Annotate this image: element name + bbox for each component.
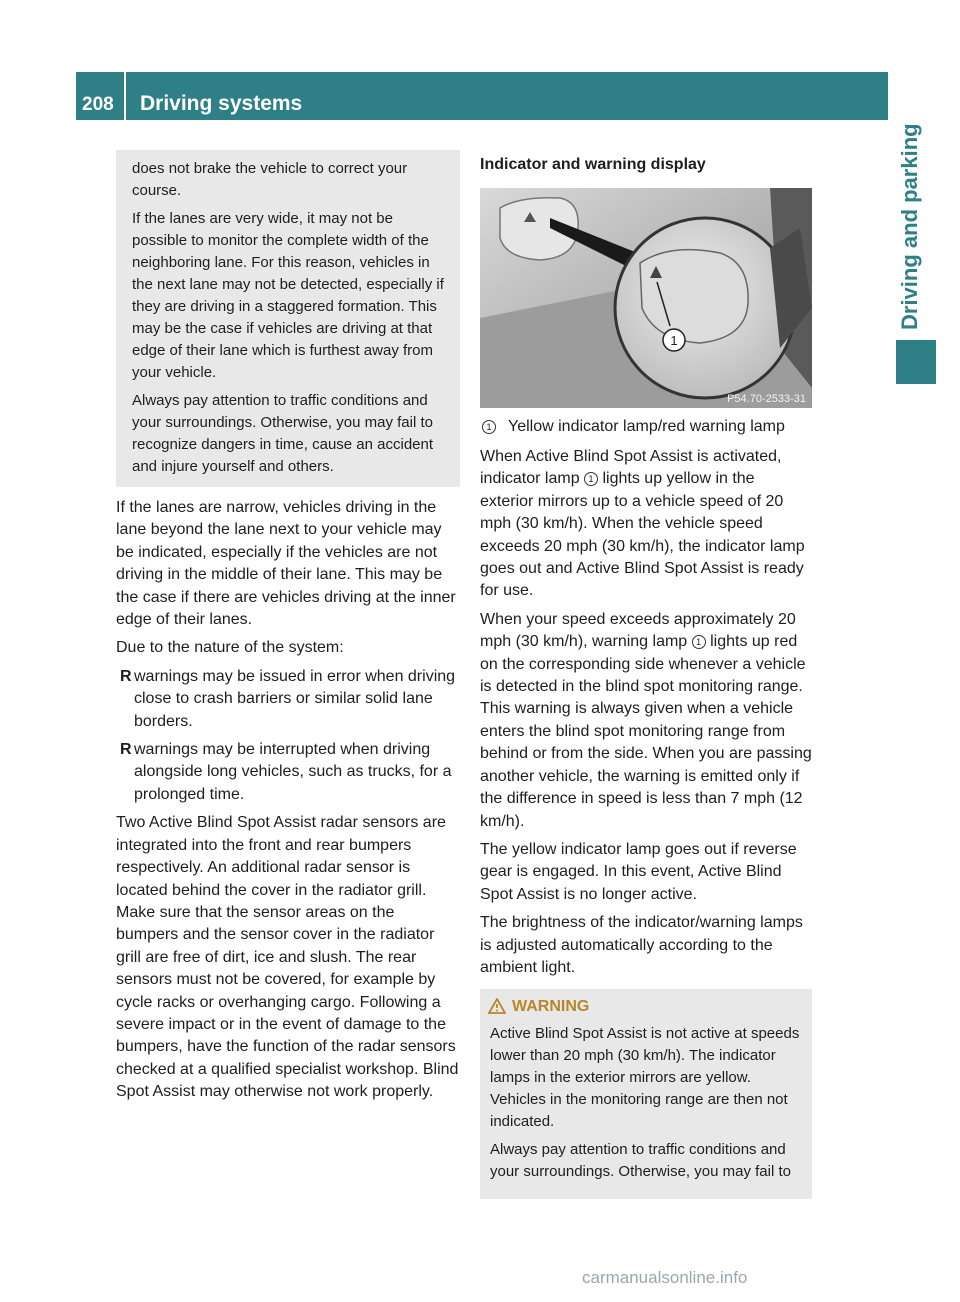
warning-title-text: WARNING	[512, 998, 590, 1016]
warning-box	[480, 989, 812, 1199]
bullet-item	[116, 666, 460, 733]
paragraph-radar-sensors: Two Active Blind Spot Assist radar sensors are integrated into the front and rear bumpers respectively. An additional radar sensor is located behind the cover in the radiator grill. Make sure that the sensor areas on the bumpers and the sensor cover in the radiator grill are free of dirt, ice and slush. The rear sensors must not be covered, for example by cycle racks or overhanging cargo. Following a severe impact or in the event of damage to the bumpers, have the function of the radar sensors checked at a qualified specialist workshop. Blind Spot Assist may otherwise not work properly.	[116, 814, 459, 1101]
side-tab-marker	[896, 340, 936, 384]
page-title: Driving systems	[140, 92, 303, 115]
note-paragraph: If the lanes are very wide, it may not be possible to monitor the complete width of the neighboring lane. For this reason, vehicles in the next lane may not be detected, especially if they are driving in a staggered formation. This may be the case if vehicles are driving at that edge of their lane which is furthest away from your vehicle.	[132, 210, 444, 381]
side-tab-label: Driving and parking	[897, 123, 922, 330]
warning-triangle-icon	[488, 998, 506, 1020]
inline-callout-marker: 1	[584, 472, 598, 486]
text-fragment: When Active Blind Spot Assist is activated, indicator lamp	[480, 448, 782, 488]
mirror-figure	[480, 188, 812, 408]
bullet-mark: R	[120, 667, 132, 685]
header-bar	[76, 72, 888, 120]
paragraph-system-nature: Due to the nature of the system:	[116, 639, 344, 657]
text-fragment: lights up yellow in the exterior mirrors up to a vehicle speed of 20 mph (30 km/h). When the vehicle speed exceeds 20 mph (30 km/h), the indicator lamp goes out and Active Blind Spot Assist is ready for use.	[480, 470, 805, 600]
caption-callout-marker: 1	[482, 420, 496, 434]
note-paragraph: Always pay attention to traffic conditions and your surroundings. Otherwise, you may fail to recognize dangers in time, cause an accident and injure yourself and others.	[132, 392, 434, 475]
text-fragment: When your speed exceeds approximately 20 mph (30 km/h), warning lamp	[480, 610, 796, 651]
warning-title	[512, 997, 802, 1017]
caption-text: Yellow indicator lamp/red warning lamp	[508, 418, 785, 435]
note-box	[116, 150, 460, 487]
bullet-mark: R	[120, 741, 132, 759]
inline-callout-marker: 1	[692, 635, 706, 649]
mirror-illustration	[480, 188, 812, 408]
figure-code: P54.70-2533-31	[727, 393, 806, 405]
left-column	[116, 150, 460, 1110]
page-number: 208	[76, 72, 126, 120]
bullet-text: warnings may be issued in error when driving close to crash barriers or similar solid lane borders.	[134, 667, 456, 730]
paragraph-indicator-lamp	[480, 446, 812, 603]
right-column	[480, 150, 812, 1199]
figure-caption	[480, 416, 812, 438]
callout-number: 1	[670, 333, 678, 348]
paragraph-reverse-gear: The yellow indicator lamp goes out if reverse gear is engaged. In this event, Active Blind Spot Assist is no longer active.	[480, 840, 797, 903]
text-fragment: lights up red on the corresponding side whenever a vehicle is detected in the blind spot monitoring range. This warning is always given when a vehicle enters the blind spot monitoring range from behind or from the side. When you are passing another vehicle, the warning is emitted only if the difference in speed is less than 7 mph (12 km/h).	[480, 633, 812, 830]
warning-paragraph: Active Blind Spot Assist is not active at speeds lower than 20 mph (30 km/h). The indicator lamps in the exterior mirrors are yellow. Vehicles in the monitoring range are then not indicated.	[490, 1025, 800, 1131]
watermark: carmanualsonline.info	[582, 1268, 748, 1287]
paragraph-narrow-lanes: If the lanes are narrow, vehicles driving in the lane beyond the lane next to your vehicle may be indicated, especially if the vehicles are not driving in the middle of their lane. This may be the case if there are vehicles driving at the inner edge of their lanes.	[116, 499, 456, 629]
bullet-text: warnings may be interrupted when driving alongside long vehicles, such as trucks, for a prolonged time.	[134, 741, 452, 803]
paragraph-warning-lamp	[480, 609, 812, 833]
warning-paragraph: Always pay attention to traffic conditions and your surroundings. Otherwise, you may fail to	[490, 1141, 791, 1181]
note-paragraph: does not brake the vehicle to correct your course.	[132, 160, 408, 199]
paragraph-brightness: The brightness of the indicator/warning lamps is adjusted automatically according to the ambient light.	[480, 914, 803, 976]
section-heading: Indicator and warning display	[480, 156, 706, 173]
bullet-item	[116, 739, 460, 806]
